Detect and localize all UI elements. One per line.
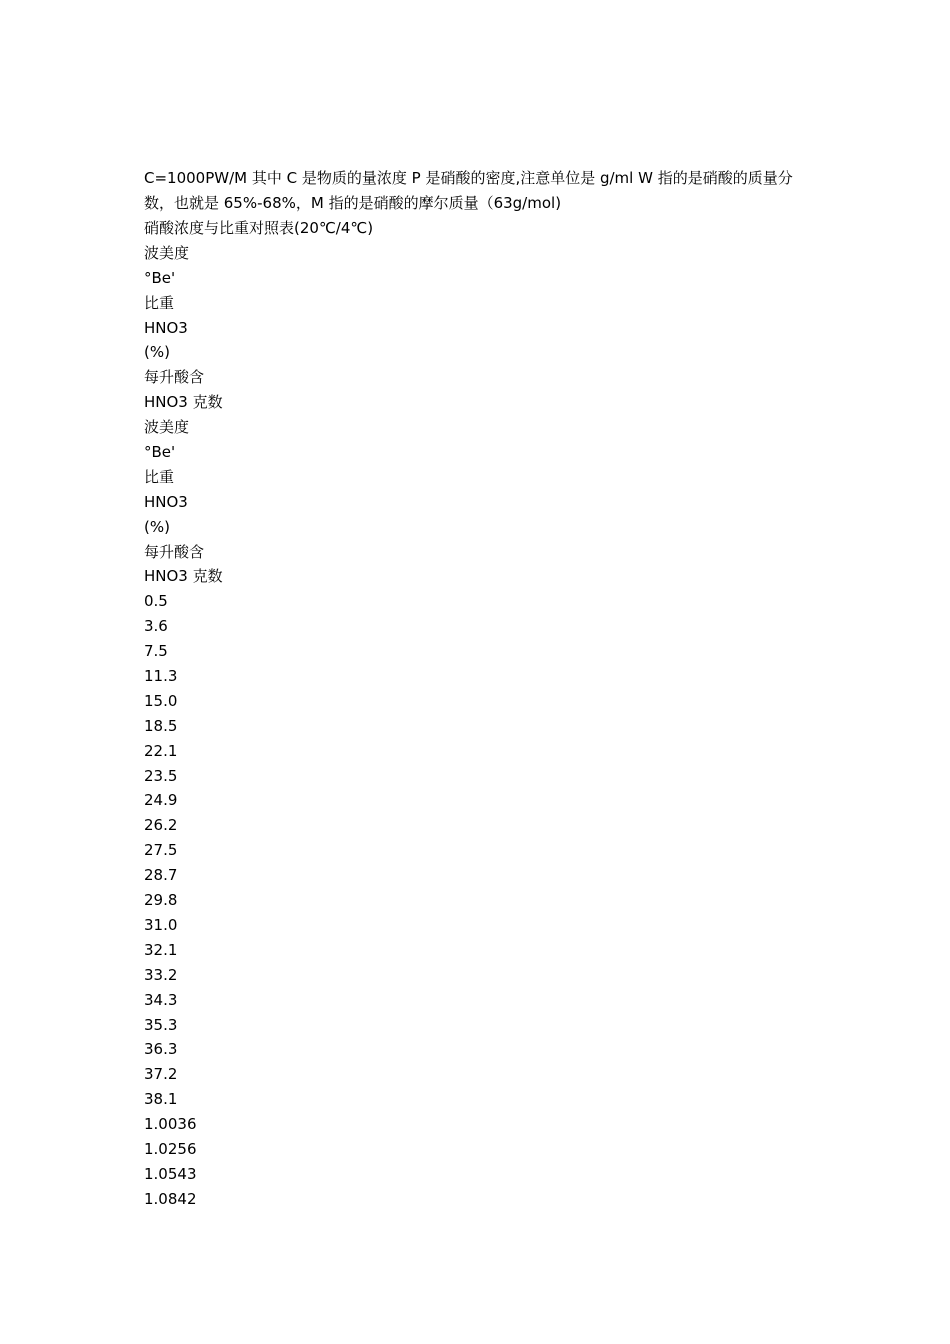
text-line: 29.8 <box>144 891 178 910</box>
text-line: 33.2 <box>144 965 178 984</box>
text-line: HNO3 <box>144 318 188 337</box>
text-line: 15.0 <box>144 691 178 710</box>
text-line: 18.5 <box>144 716 178 735</box>
text-line: 31.0 <box>144 915 178 934</box>
text-line: 27.5 <box>144 841 178 860</box>
text-line: HNO3 克数 <box>144 567 223 586</box>
text-line: (%) <box>144 343 170 362</box>
text-line: 28.7 <box>144 866 178 885</box>
text-line: 36.3 <box>144 1040 178 1059</box>
text-line: 每升酸含 <box>144 542 205 561</box>
intro-paragraph: C=1000PW/M 其中 C 是物质的量浓度 P 是硝酸的密度,注意单位是 g/ml W 指的是硝酸的质量分数，也就是 65%-68%，M 指的是硝酸的摩尔质量（63g/mol) <box>144 169 793 212</box>
text-line: 37.2 <box>144 1065 178 1084</box>
text-line: 23.5 <box>144 766 178 785</box>
text-line: 11.3 <box>144 667 178 686</box>
text-line: °Be' <box>144 268 176 287</box>
text-line: 1.0842 <box>144 1189 197 1208</box>
text-line: (%) <box>144 517 170 536</box>
text-line: 1.0036 <box>144 1115 197 1134</box>
text-line: 7.5 <box>144 642 168 661</box>
table-title: 硝酸浓度与比重对照表(20℃/4℃) <box>144 219 374 237</box>
text-line: 每升酸含 <box>144 368 205 387</box>
text-line: 0.5 <box>144 592 168 611</box>
text-line: 比重 <box>144 293 175 312</box>
text-line: HNO3 <box>144 492 188 511</box>
text-line: 38.1 <box>144 1090 178 1109</box>
text-line: °Be' <box>144 443 176 462</box>
text-line: 26.2 <box>144 816 178 835</box>
text-line: 波美度 <box>144 243 190 262</box>
document-body <box>144 166 814 1212</box>
text-line: 1.0543 <box>144 1164 197 1183</box>
text-line: HNO3 克数 <box>144 393 223 412</box>
text-line: 波美度 <box>144 418 190 437</box>
text-line: 3.6 <box>144 617 168 636</box>
text-line: 24.9 <box>144 791 178 810</box>
text-line: 34.3 <box>144 990 178 1009</box>
text-line: 1.0256 <box>144 1139 197 1158</box>
text-line: 32.1 <box>144 940 178 959</box>
text-line: 比重 <box>144 467 175 486</box>
text-line: 35.3 <box>144 1015 178 1034</box>
text-line: 22.1 <box>144 741 178 760</box>
